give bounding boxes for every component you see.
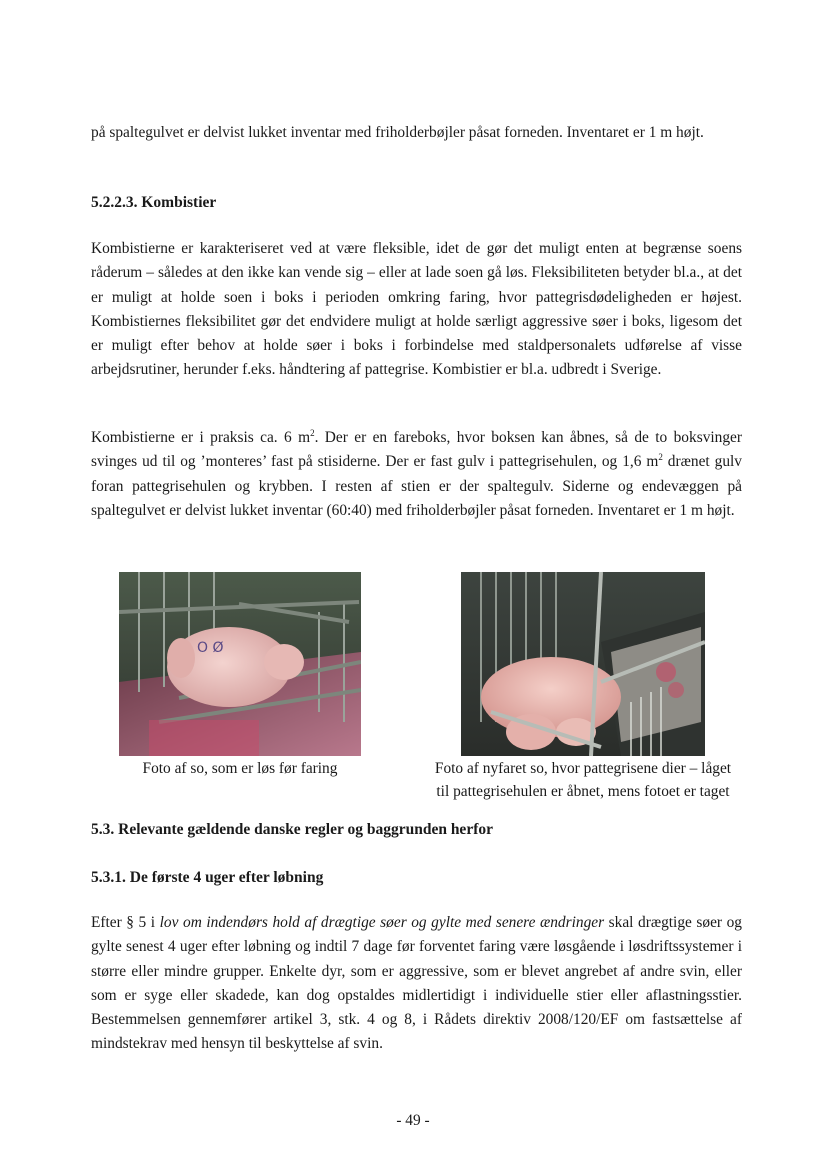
- page-number: - 49 -: [396, 1112, 430, 1129]
- intro-paragraph: [91, 121, 742, 145]
- sow-marking: O Ø: [197, 640, 224, 656]
- law-title: lov om indendørs hold af drægtige søer og gylte med senere ændringer: [159, 914, 605, 931]
- photo-loose-sow-image: [119, 572, 361, 756]
- section-heading-5223: 5.2.2.3. Kombistier: [91, 194, 217, 211]
- photo-farrowed-sow: [461, 572, 705, 756]
- caption-farrowed-sow: [405, 757, 761, 803]
- kombistier-text-1: Kombistierne er karakteriseret ved at være fleksible, idet de gør det muligt enten at begrænse soens råderum – således at den ikke kan vende sig – eller at lade soen gå løs. Fleksibiliteten betyder bl.a., at det er muligt at holde soen i boks i perioden omkring faring, hvor pattegrisdødeligheden er højest. Kombistiernes fleksibilitet gør det endvidere muligt at holde særligt aggressive søer i boks, ligesom det er muligt efter behov at holde søer i boks i forbindelse med staldpersonalets udførelse af visse arbejdsrutiner, herunder f.eks. håndtering af pattegrise. Kombistier er bl.a. udbredt i Sverige.: [91, 240, 742, 379]
- photo-loose-sow: [119, 572, 361, 756]
- intro-text: på spaltegulvet er delvist lukket inventar med friholderbøjler påsat forneden. Inventaret er 1 m højt.: [91, 124, 704, 141]
- photo-farrowed-sow-image: [461, 572, 705, 756]
- caption-farrowed-sow-line-2: til pattegrisehulen er åbnet, mens fotoet er taget: [436, 783, 730, 800]
- caption-loose-sow: Foto af so, som er løs før faring: [142, 760, 338, 777]
- section-heading-531: 5.3.1. De første 4 uger efter løbning: [91, 869, 324, 886]
- section-heading-53: 5.3. Relevante gældende danske regler og baggrunden herfor: [91, 821, 493, 838]
- kombistier-paragraph-1: [91, 237, 742, 383]
- kombistier-text-2: Kombistierne er i praksis ca. 6 $m^2$. Der er en fareboks, hvor boksen kan åbnes, så de to boksvinger svinges ud til og ’monteres’ fast på stisiderne. Der er fast gulv i pattegrisehulen, og 1,6 $m^2$ drænet gulv foran pattegrisehulen og krybben. I resten af stien er der spaltegulv. Siderne og endevæggen på spaltegulvet er delvist lukket inventar (60:40) med friholderbøjler påsat forneden. Inventaret er 1 m højt.: [91, 428, 743, 519]
- caption-farrowed-sow-line-1: Foto af nyfaret so, hvor pattegrisene dier – låget: [434, 760, 732, 777]
- kombistier-paragraph-2: [91, 426, 742, 523]
- regulation-paragraph: [91, 911, 742, 1057]
- regulation-text: Efter § 5 i lov om indendørs hold af drægtige søer og gylte med senere ændringer skal drægtige søer og gylte senest 4 uger efter løbning og indtil 7 dage før forventet faring være løsgående i løsdriftssystemer i større eller mindre grupper. Enkelte dyr, som er aggressive, som er blevet angrebet af andre svin, eller som er syge eller skadede, kan dog opstaldes midlertidigt i individuelle stier eller aflastningsstier. Bestemmelsen gennemfører artikel 3, stk. 4 og 8, i Rådets direktiv 2008/120/EF om fastsættelse af mindstekrav med hensyn til beskyttelse af svin.: [91, 914, 742, 1053]
